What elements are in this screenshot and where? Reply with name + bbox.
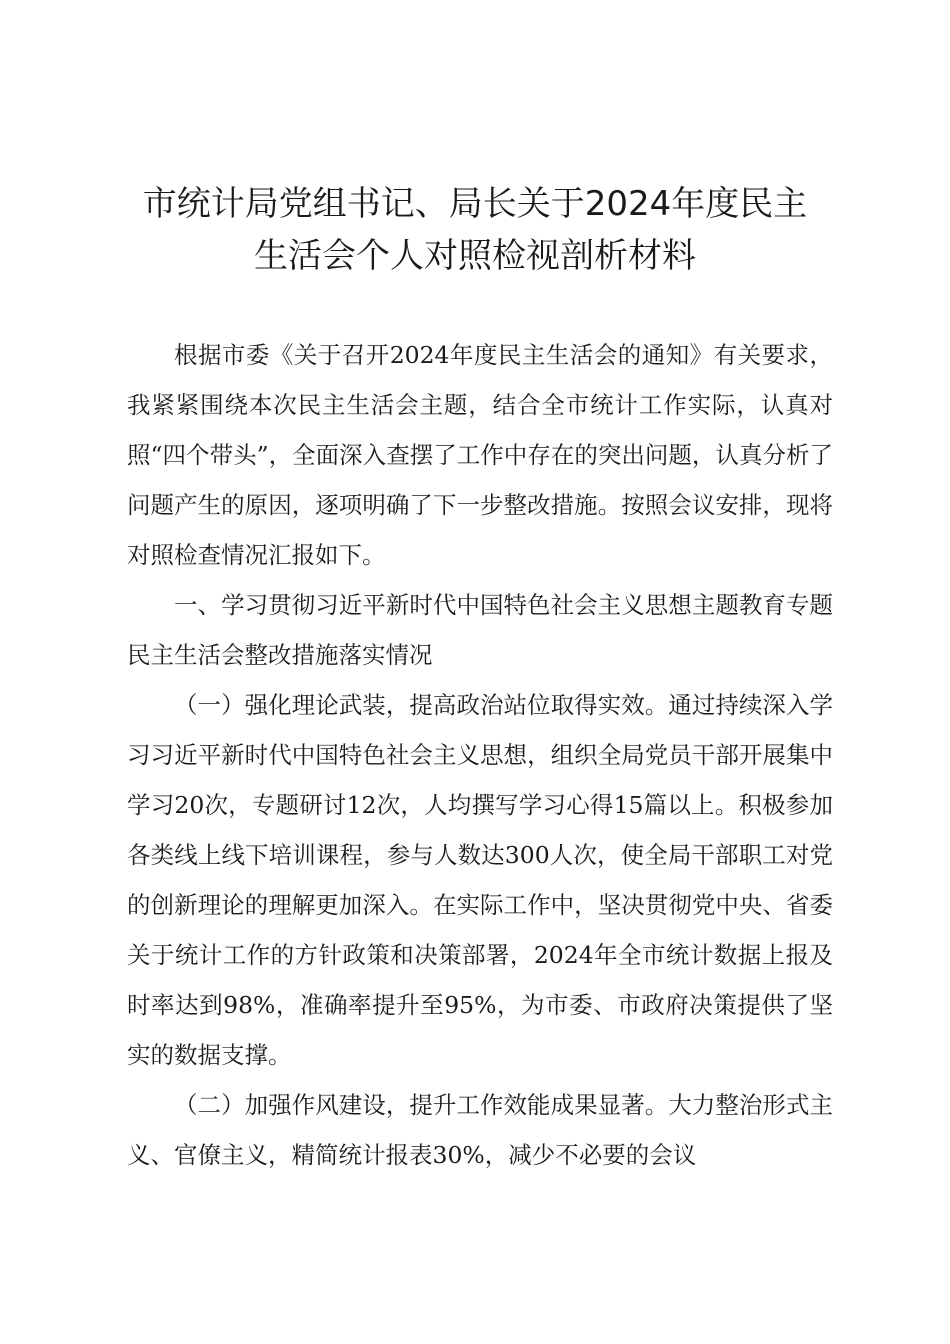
document-title — [0, 178, 950, 282]
subsection-paragraph-1: （一）强化理论武装，提高政治站位取得实效。通过持续深入学习习近平新时代中国特色社会主义思想，组织全局党员干部开展集中学习20次，专题研讨12次，人均撰写学习心得15篇以上。积极参加各类线上线下培训课程，参与人数达300人次，使全局干部职工对党的创新理论的理解更加深入。在实际工作中，坚决贯彻党中央、省委关于统计工作的方针政策和决策部署，2024年全市统计数据上报及时率达到98%，准确率提升至95%，为市委、市政府决策提供了坚实的数据支撑。 — [127, 691, 833, 1069]
title-line-1: 市统计局党组书记、局长关于2024年度民主 — [142, 184, 808, 224]
subsection-paragraph-2: （二）加强作风建设，提升工作效能成果显著。大力整治形式主义、官僚主义，精简统计报表30%，减少不必要的会议 — [127, 1091, 833, 1169]
intro-paragraph: 根据市委《关于召开2024年度民主生活会的通知》有关要求，我紧紧围绕本次民主生活会主题，结合全市统计工作实际，认真对照“四个带头”，全面深入查摆了工作中存在的突出问题，认真分析了问题产生的原因，逐项明确了下一步整改措施。按照会议安排，现将对照检查情况汇报如下。 — [127, 341, 833, 569]
document-body — [127, 330, 833, 1180]
title-line-2: 生活会个人对照检视剖析材料 — [254, 236, 696, 276]
section-heading-1: 一、学习贯彻习近平新时代中国特色社会主义思想主题教育专题民主生活会整改措施落实情况 — [127, 591, 833, 669]
